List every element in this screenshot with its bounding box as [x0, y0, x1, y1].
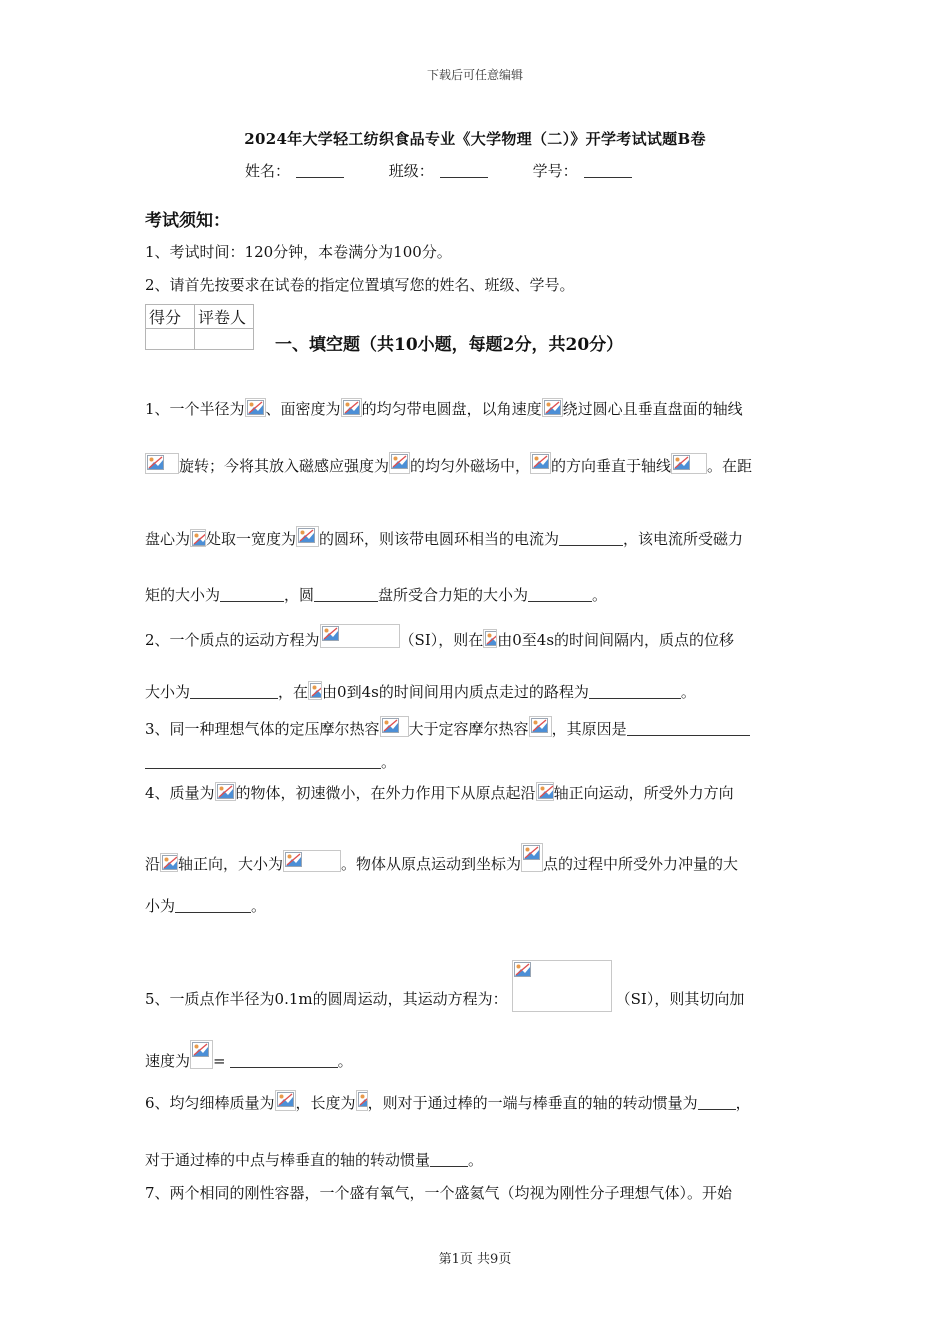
q5-text: 速度为: [145, 1052, 191, 1070]
broken-image-icon: [308, 681, 322, 700]
answer-blank[interactable]: [220, 587, 284, 602]
q3-text: ，其原因是: [551, 720, 627, 738]
q1-text: 、面密度为: [265, 400, 341, 418]
q6-text: ，则对于通过棒的一端与棒垂直的轴的转动惯量为: [367, 1094, 698, 1112]
q6-text: 对于通过棒的中点与棒垂直的轴的转动惯量: [145, 1151, 431, 1169]
q1-text: 矩的大小为: [145, 586, 221, 604]
broken-image-icon: [380, 716, 409, 737]
name-label: 姓名：: [245, 162, 291, 180]
broken-image-icon: [389, 452, 410, 474]
broken-image-icon: [356, 1090, 368, 1111]
answer-blank[interactable]: [175, 898, 251, 913]
header-note: 下载后可任意编辑: [426, 68, 523, 82]
answer-blank[interactable]: [190, 684, 278, 699]
q1-text: ，该电流所受磁力: [623, 530, 744, 548]
broken-image-icon: [521, 843, 543, 872]
q1-text: 。在距: [707, 457, 753, 475]
q1-text: 旋转；今将其放入磁感应强度为: [179, 457, 390, 475]
answer-blank[interactable]: [314, 587, 378, 602]
grader-cell[interactable]: [195, 329, 254, 350]
q2-line-2: [145, 681, 696, 702]
q2-text: 由0到4s的时间间用内质点走过的路程为: [322, 683, 589, 701]
q4-line-1: [145, 782, 734, 803]
q5-line-2: [145, 1040, 353, 1071]
q2-text: （SI），则在: [399, 631, 484, 649]
class-label: 班级：: [388, 162, 434, 180]
score-header: 得分: [146, 305, 195, 329]
q1-line-4: [145, 584, 607, 605]
q2-line-1: [145, 624, 734, 650]
exam-title: 2024年大学轻工纺织食品专业《大学物理（二）》开学考试试题B卷: [244, 130, 706, 148]
broken-image-icon: [542, 398, 563, 417]
page-footer: 第1页 共9页: [438, 1252, 512, 1267]
name-field[interactable]: [296, 163, 344, 178]
q6-text: ，: [735, 1094, 751, 1112]
q4-text: 。: [251, 897, 267, 915]
q6-line-1: [145, 1090, 751, 1113]
q5-text: 。: [337, 1052, 353, 1070]
broken-image-icon: [245, 398, 266, 417]
answer-blank[interactable]: [145, 754, 381, 769]
q4-text: 轴正向运动，所受外力方向: [553, 784, 734, 802]
answer-blank[interactable]: [230, 1053, 338, 1068]
q6-text: 。: [468, 1151, 484, 1169]
section-title: 一、填空题（共10小题，每题2分，共20分）: [275, 335, 624, 355]
q1-text: 盘心为: [145, 530, 191, 548]
q1-text: 的圆环，则该带电圆环相当的电流为: [319, 530, 560, 548]
q2-text: 由0至4s的时间间隔内，质点的位移: [497, 631, 735, 649]
broken-image-icon: [283, 850, 341, 872]
broken-image-icon: [483, 629, 497, 648]
q2-text: ，在: [278, 683, 309, 701]
answer-blank[interactable]: [589, 684, 681, 699]
answer-blank[interactable]: [627, 721, 750, 736]
q1-text: 处取一宽度为: [206, 530, 297, 548]
q3-text: 3、同一种理想气体的定压摩尔热容: [145, 720, 380, 738]
q5-text: （SI），则其切向加: [615, 990, 745, 1008]
broken-image-icon: [536, 782, 554, 801]
class-field[interactable]: [440, 163, 488, 178]
q6-line-2: [145, 1149, 483, 1170]
broken-image-icon: [530, 452, 551, 474]
score-cell[interactable]: [146, 329, 195, 350]
q5-text: =: [213, 1052, 226, 1070]
broken-image-icon: [190, 529, 206, 547]
q1-line-2: [145, 452, 752, 476]
student-id-field[interactable]: [584, 163, 632, 178]
q1-text: 。: [592, 586, 608, 604]
q4-text: 轴正向，大小为: [178, 855, 284, 873]
q1-text: 的均匀外磁场中，: [410, 457, 531, 475]
broken-image-icon: [671, 453, 707, 474]
q4-text: 。物体从原点运动到坐标为: [341, 855, 522, 873]
broken-image-icon: [512, 960, 612, 1012]
broken-image-icon: [275, 1090, 296, 1111]
notice-heading: 考试须知：: [145, 211, 230, 231]
broken-image-icon: [529, 716, 552, 737]
q1-line-1: [145, 398, 743, 419]
q4-text: 的物体，初速微小，在外力作用下从原点起沿: [235, 784, 536, 802]
q4-text: 小为: [145, 897, 176, 915]
broken-image-icon: [160, 853, 178, 872]
q2-text: 2、一个质点的运动方程为: [145, 631, 320, 649]
q4-line-2: [145, 843, 738, 874]
notice-item-2: 2、请首先按要求在试卷的指定位置填写您的姓名、班级、学号。: [145, 276, 575, 294]
q5-line-1: [145, 960, 744, 1012]
q7-line-1: 7、两个相同的刚性容器，一个盛有氧气，一个盛氦气（均视为刚性分子理想气体）。开始: [145, 1184, 733, 1202]
q3-text: 。: [381, 753, 397, 771]
q1-text: 绕过圆心且垂直盘面的轴线: [562, 400, 743, 418]
broken-image-icon: [215, 782, 236, 801]
q4-text: 沿: [145, 855, 161, 873]
q4-line-3: [145, 895, 266, 916]
q6-text: 6、均匀细棒质量为: [145, 1094, 275, 1112]
q2-text: 大小为: [145, 683, 191, 701]
q3-text: 大于定容摩尔热容: [408, 720, 529, 738]
q3-line-2: [145, 751, 396, 772]
student-id-label: 学号：: [532, 162, 578, 180]
q4-text: 点的过程中所受外力冲量的大: [543, 855, 739, 873]
q2-text: 。: [680, 683, 696, 701]
grader-header: 评卷人: [195, 305, 254, 329]
answer-blank[interactable]: [698, 1095, 736, 1110]
answer-blank[interactable]: [559, 531, 623, 546]
q1-text: 的方向垂直于轴线: [551, 457, 672, 475]
broken-image-icon: [190, 1040, 213, 1069]
answer-blank[interactable]: [528, 587, 592, 602]
q4-text: 4、质量为: [145, 784, 215, 802]
q5-text: 5、一质点作半径为0.1m的圆周运动，其运动方程为：: [145, 990, 508, 1008]
broken-image-icon: [320, 624, 400, 648]
q1-line-3: [145, 526, 743, 549]
notice-item-1: 1、考试时间：120分钟，本卷满分为100分。: [145, 243, 452, 261]
broken-image-icon: [341, 398, 362, 417]
answer-blank[interactable]: [430, 1152, 468, 1167]
q6-text: ，长度为: [295, 1094, 356, 1112]
q1-text: 1、一个半径为: [145, 400, 245, 418]
q3-line-1: [145, 716, 750, 739]
broken-image-icon: [296, 526, 319, 547]
score-table: [145, 304, 254, 350]
q1-text: 的均匀带电圆盘，以角速度: [361, 400, 542, 418]
student-info-fields: [245, 160, 672, 181]
q1-text: ，圆: [284, 586, 315, 604]
q1-text: 盘所受合力矩的大小为: [378, 586, 529, 604]
broken-image-icon: [145, 453, 179, 474]
